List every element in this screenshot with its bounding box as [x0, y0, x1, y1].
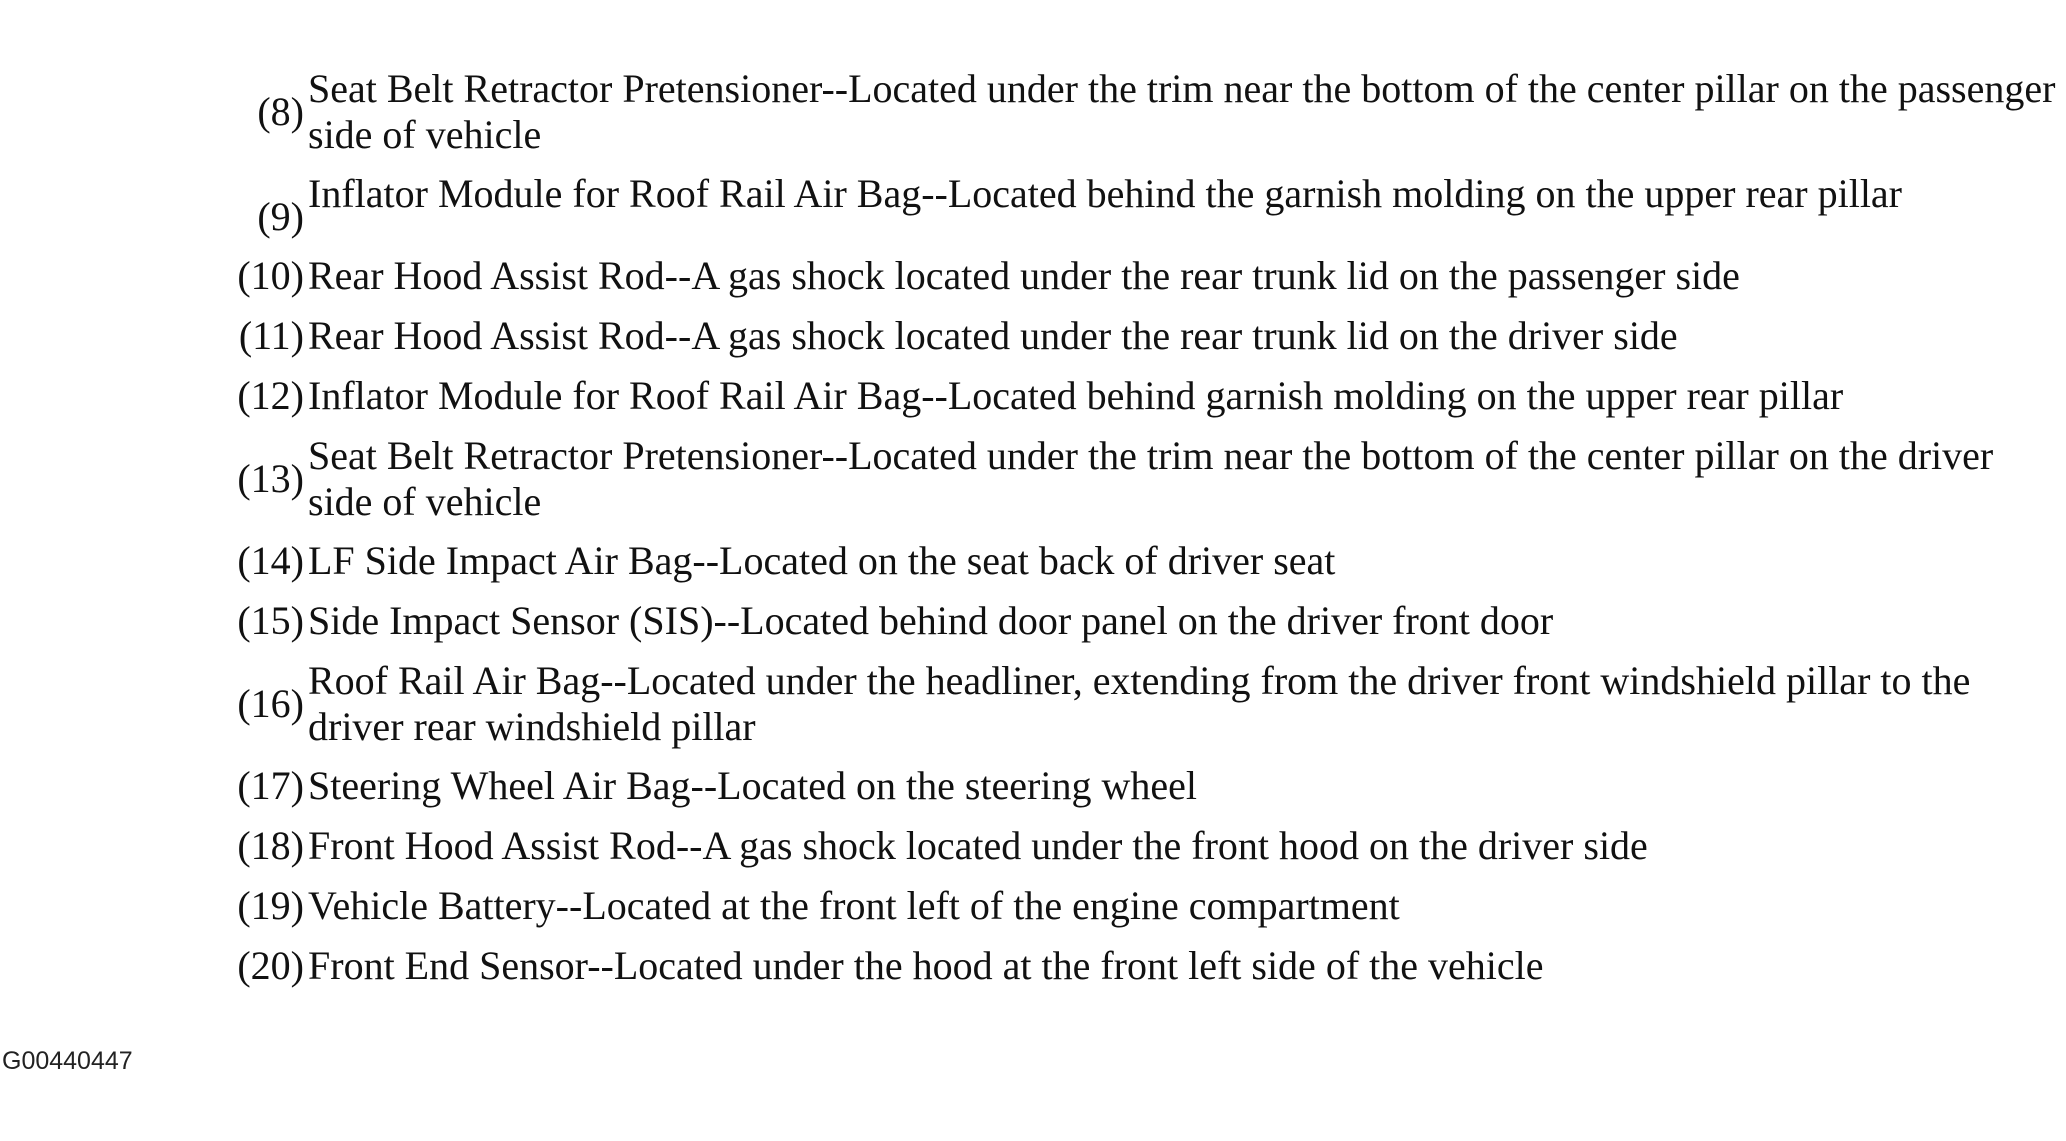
legend-item	[214, 763, 2060, 809]
legend-item-number: (10)	[237, 253, 304, 298]
legend-item-text: Side Impact Sensor (SIS)--Located behind door panel on the driver front door	[308, 598, 1554, 643]
legend-item-text: Steering Wheel Air Bag--Located on the steering wheel	[308, 763, 1197, 808]
legend-item-text: Rear Hood Assist Rod--A gas shock located under the rear trunk lid on the passenger side	[308, 253, 1740, 298]
legend-item-text: Rear Hood Assist Rod--A gas shock located under the rear trunk lid on the driver side	[308, 313, 1678, 358]
legend-item	[214, 598, 2060, 644]
legend-item	[214, 66, 2060, 158]
legend-item-number: (18)	[237, 823, 304, 868]
legend-item-text: Inflator Module for Roof Rail Air Bag--Located behind the garnish molding on the upper rear pillar	[308, 171, 1903, 216]
legend-item	[214, 658, 2060, 750]
legend-item	[214, 433, 2060, 525]
legend-item-number: (13)	[237, 456, 304, 501]
legend-item	[214, 883, 2060, 929]
component-legend-list	[214, 66, 2060, 1003]
legend-item-number: (16)	[237, 681, 304, 726]
legend-item-number: (8)	[257, 89, 304, 134]
legend-item-number: (11)	[238, 313, 304, 358]
legend-item	[214, 253, 2060, 299]
legend-item-number: (12)	[237, 373, 304, 418]
legend-item	[214, 943, 2060, 989]
legend-item-number: (19)	[237, 883, 304, 928]
legend-item-text: LF Side Impact Air Bag--Located on the seat back of driver seat	[308, 538, 1336, 583]
figure-id: G00440447	[2, 1047, 133, 1075]
legend-item	[214, 373, 2060, 419]
legend-item	[214, 823, 2060, 869]
legend-item-text: Seat Belt Retractor Pretensioner--Located under the trim near the bottom of the center pillar on the passenger side of vehicle	[308, 66, 2056, 157]
legend-item-number: (17)	[237, 763, 304, 808]
legend-item-number: (20)	[237, 943, 304, 988]
legend-item-text: Front Hood Assist Rod--A gas shock located under the front hood on the driver side	[308, 823, 1648, 868]
legend-item	[214, 538, 2060, 584]
legend-item	[214, 171, 2060, 240]
legend-item-text: Inflator Module for Roof Rail Air Bag--Located behind garnish molding on the upper rear pillar	[308, 373, 1844, 418]
legend-item-text: Roof Rail Air Bag--Located under the headliner, extending from the driver front windshield pillar to the driver rear windshield pillar	[308, 658, 1971, 749]
legend-item-number: (14)	[237, 538, 304, 583]
legend-item-number: (9)	[257, 194, 304, 239]
legend-item	[214, 313, 2060, 359]
legend-item-number: (15)	[237, 598, 304, 643]
legend-item-text: Front End Sensor--Located under the hood at the front left side of the vehicle	[308, 943, 1544, 988]
legend-item-text: Vehicle Battery--Located at the front left of the engine compartment	[308, 883, 1400, 928]
legend-item-text: Seat Belt Retractor Pretensioner--Located under the trim near the bottom of the center pillar on the driver side of vehicle	[308, 433, 1994, 524]
